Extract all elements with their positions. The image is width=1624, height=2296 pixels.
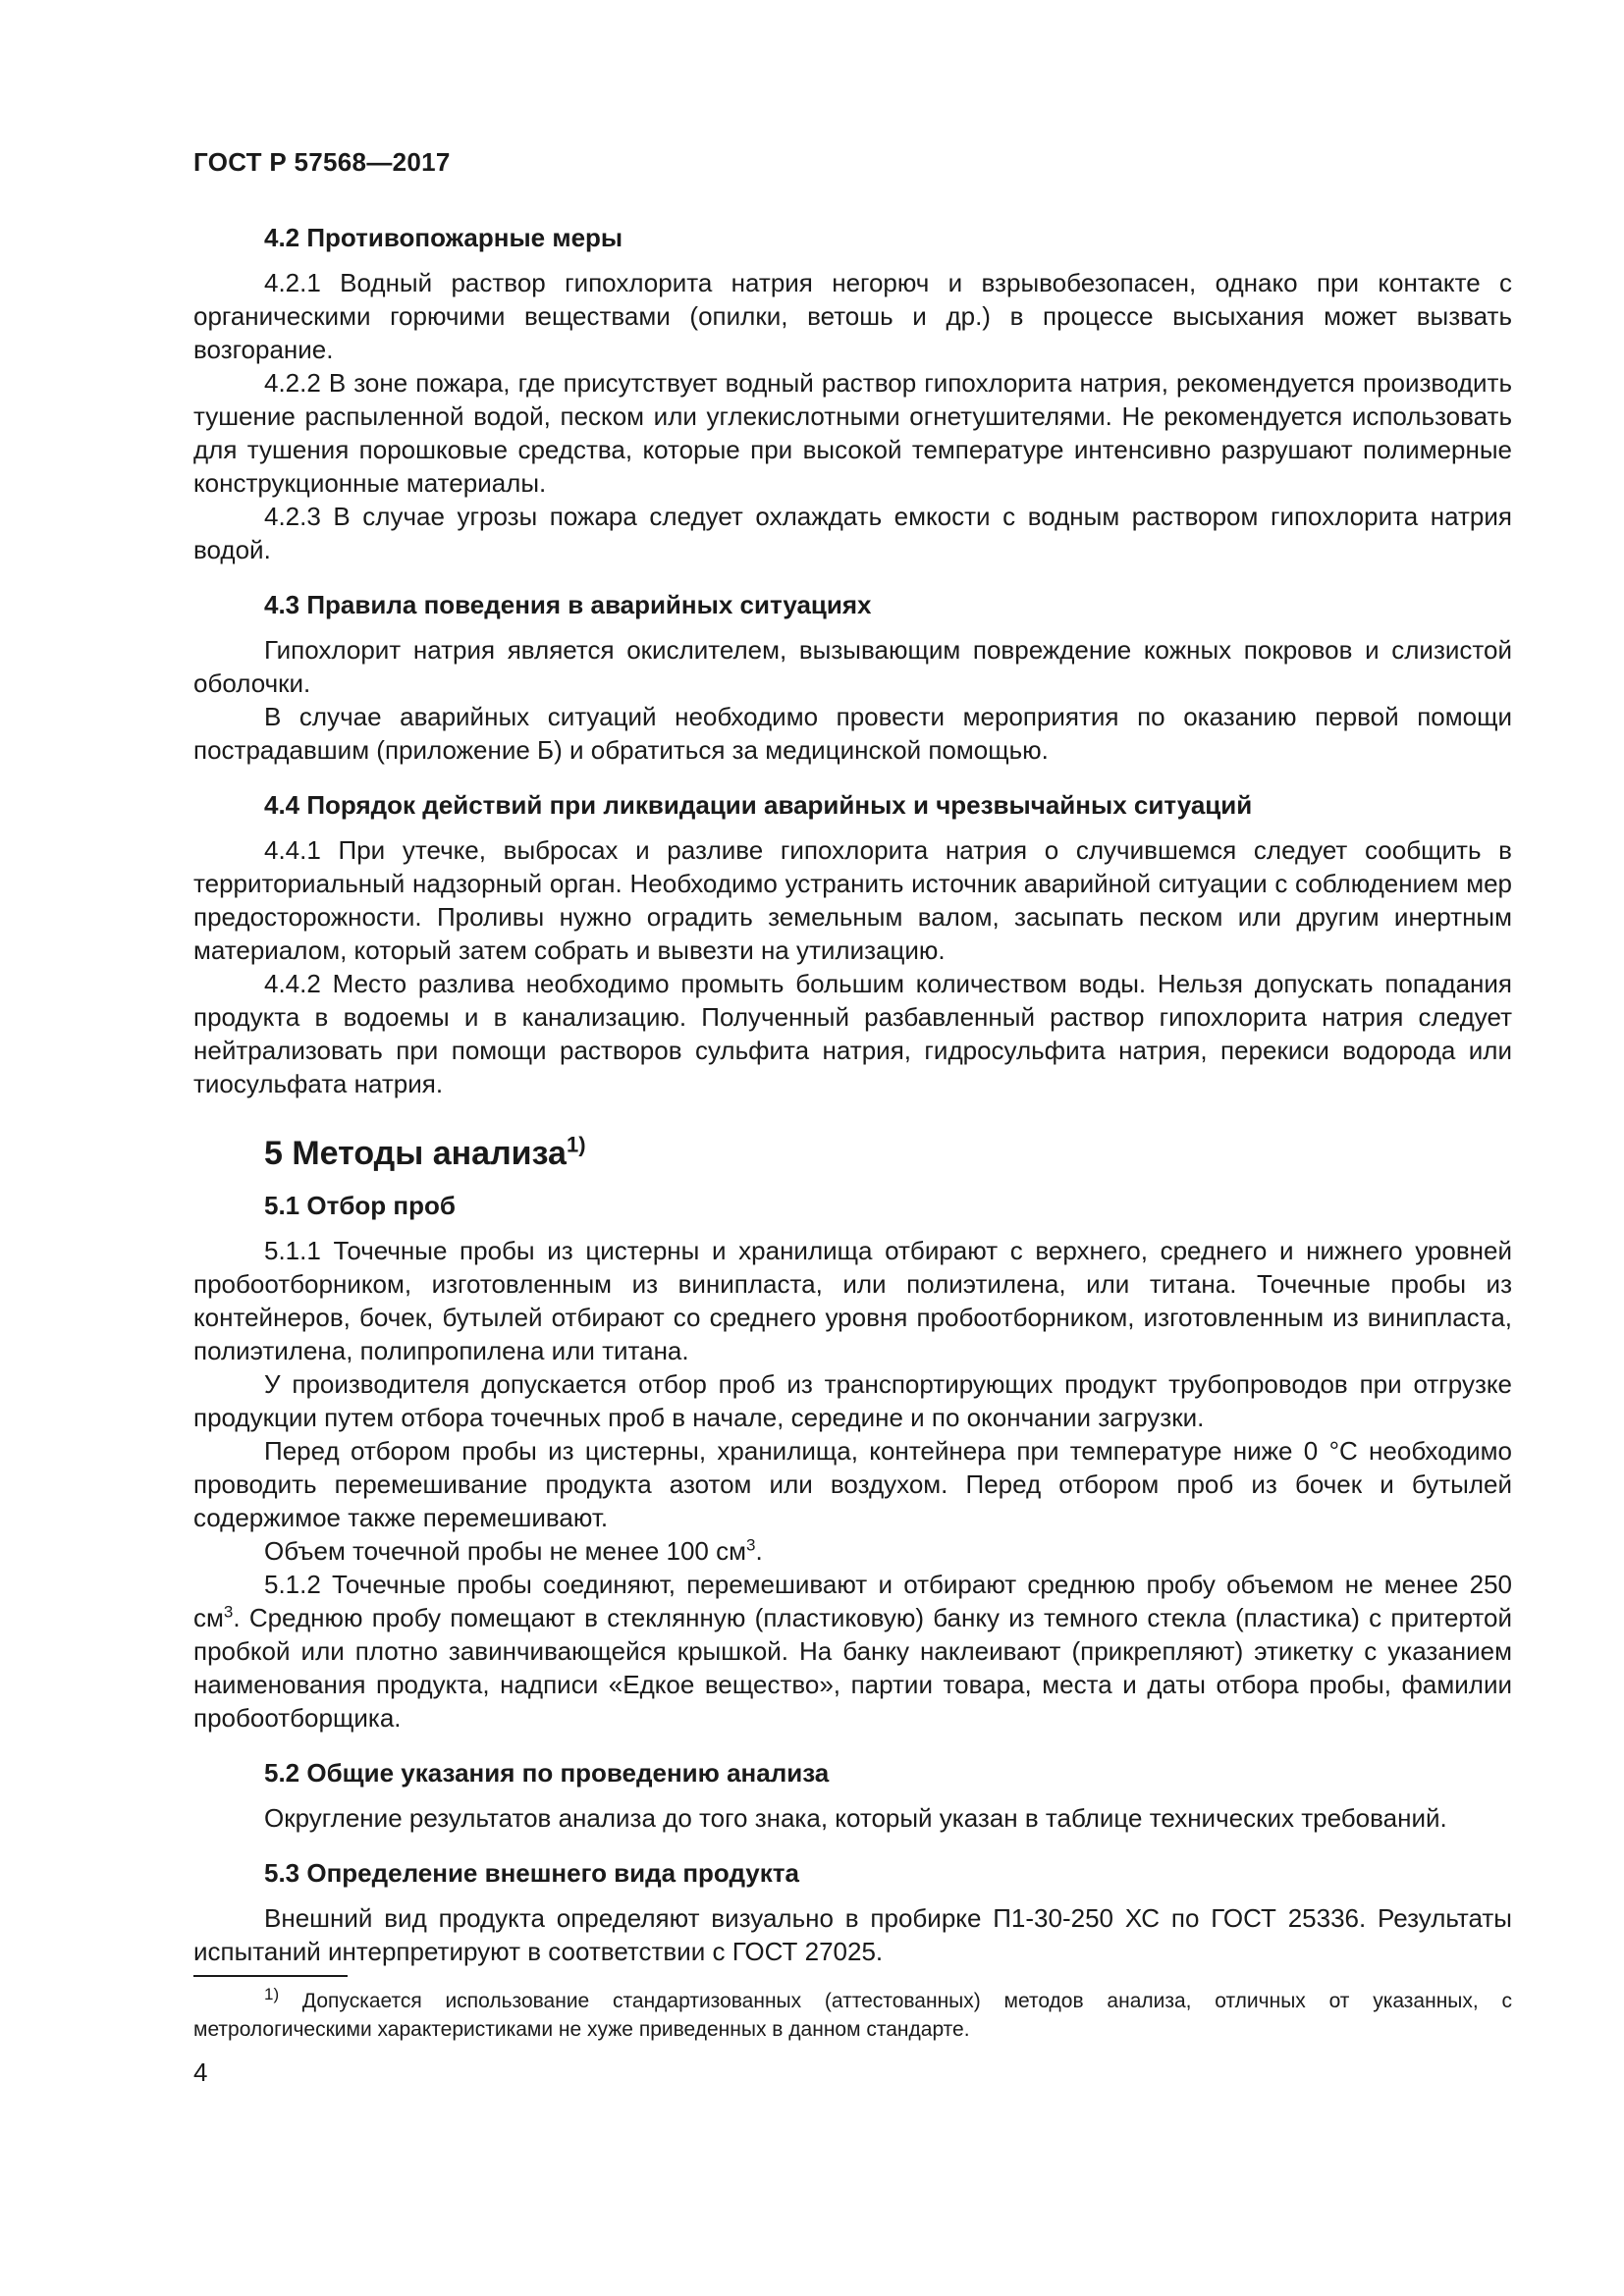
paragraph-5-1-1-c: Перед отбором пробы из цистерны, хранилища, контейнера при температуре ниже 0 °С необходимо проводить перемешивание продукта азотом или воздухом. Перед отбором проб из бочек и бутылей содержимое также перемешивают. xyxy=(193,1436,1512,1532)
unit-superscript: 3 xyxy=(745,1535,756,1555)
section-heading-4-2: 4.2 Противопожарные меры xyxy=(264,223,623,252)
paragraph-5-1-2-start: 5.1.2 Точечные пробы соединяют, перемешивают и отбирают среднюю пробу объемом не менее 250 см xyxy=(193,1570,1512,1632)
section-heading-5-1: 5.1 Отбор проб xyxy=(264,1191,456,1220)
page-number: 4 xyxy=(193,2057,208,2087)
chapter-heading-5 xyxy=(193,1132,1512,1175)
paragraph-4-3-b: В случае аварийных ситуаций необходимо провести мероприятия по оказанию первой помощи пострадавшим (приложение Б) и обратиться за медицинской помощью. xyxy=(193,702,1512,765)
paragraph-5-2: Округление результатов анализа до того знака, который указан в таблице технических требований. xyxy=(264,1803,1447,1833)
footnote-ref: 1) xyxy=(566,1132,586,1157)
section-heading-4-3: 4.3 Правила поведения в аварийных ситуациях xyxy=(264,590,872,619)
paragraph-4-4-2: 4.4.2 Место разлива необходимо промыть большим количеством воды. Нельзя допускать попадания продукта в водоемы и в канализацию. Полученный разбавленный раствор гипохлорита натрия следует нейтрализовать при помощи растворов сульфита натрия, гидросульфита натрия, перекиси водорода или тиосульфата натрия. xyxy=(193,969,1512,1098)
sample-volume-end: . xyxy=(755,1536,763,1566)
chapter-title: 5 Методы анализа xyxy=(264,1135,567,1172)
paragraph-4-2-3: 4.2.3 В случае угрозы пожара следует охлаждать емкости с водным раствором гипохлорита натрия водой. xyxy=(193,502,1512,564)
footnote-text: Допускается использование стандартизованных (аттестованных) методов анализа, отличных от указанных, с метрологическими характеристиками не хуже приведенных в данном стандарте. xyxy=(193,1990,1513,2041)
document-body xyxy=(193,221,1512,1968)
footnote-divider xyxy=(193,1975,348,1977)
footnote-mark: 1) xyxy=(264,1985,280,2003)
paragraph-5-1-1-d xyxy=(193,1534,1512,1568)
section-heading-4-4: 4.4 Порядок действий при ликвидации аварийных и чрезвычайных ситуаций xyxy=(264,790,1253,820)
document-header: ГОСТ Р 57568—2017 xyxy=(193,147,451,177)
paragraph-4-2-2: 4.2.2 В зоне пожара, где присутствует водный раствор гипохлорита натрия, рекомендуется производить тушение распыленной водой, песком или углекислотными огнетушителями. Не рекомендуется использовать для тушения порошковые средства, которые при высокой температуре интенсивно разрушают полимерные конструкционные материалы. xyxy=(193,368,1512,498)
section-heading-5-2: 5.2 Общие указания по проведению анализа xyxy=(264,1758,830,1788)
footnote xyxy=(193,1987,1512,2044)
paragraph-5-3: Внешний вид продукта определяют визуально в пробирке П1-30-250 ХС по ГОСТ 25336. Результаты испытаний интерпретируют в соответствии с ГОСТ 27025. xyxy=(193,1903,1512,1966)
paragraph-5-1-2 xyxy=(193,1568,1512,1735)
paragraph-5-1-1-b: У производителя допускается отбор проб из транспортирующих продукт трубопроводов при отгрузке продукции путем отбора точечных проб в начале, середине и по окончании загрузки. xyxy=(193,1369,1512,1432)
paragraph-5-1-1: 5.1.1 Точечные пробы из цистерны и хранилища отбирают с верхнего, среднего и нижнего уровней пробоотборником, изготовленным из винипласта, или полиэтилена, или титана. Точечные пробы из контейнеров, бочек, бутылей отбирают со среднего уровня пробоотборником, изготовленным из винипласта, полиэтилена, полипропилена или титана. xyxy=(193,1236,1512,1365)
section-heading-5-3: 5.3 Определение внешнего вида продукта xyxy=(264,1858,799,1888)
paragraph-4-4-1: 4.4.1 При утечке, выбросах и разливе гипохлорита натрия о случившемся следует сообщить в территориальный надзорный орган. Необходимо устранить источник аварийной ситуации с соблюдением мер предосторожности. Проливы нужно оградить земельным валом, засыпать песком или другим инертным материалом, который затем собрать и вывезти на утилизацию. xyxy=(193,835,1512,965)
paragraph-4-3-a: Гипохлорит натрия является окислителем, вызывающим повреждение кожных покровов и слизистой оболочки. xyxy=(193,635,1512,698)
paragraph-5-1-2-rest: . Среднюю пробу помещают в стеклянную (пластиковую) банку из темного стекла (пластика) с притертой пробкой или плотно завинчивающейся крышкой. На банку наклеивают (прикрепляют) этикетку с указанием наименования продукта, надписи «Едкое вещество», партии товара, места и даты отбора пробы, фамилии пробоотборщика. xyxy=(193,1603,1512,1733)
paragraph-4-2-1: 4.2.1 Водный раствор гипохлорита натрия негорюч и взрывобезопасен, однако при контакте с органическими горючими веществами (опилки, ветошь и др.) в процессе высыхания может вызвать возгорание. xyxy=(193,268,1512,364)
unit-superscript: 3 xyxy=(223,1602,234,1622)
sample-volume-text: Объем точечной пробы не менее 100 см xyxy=(264,1536,746,1566)
